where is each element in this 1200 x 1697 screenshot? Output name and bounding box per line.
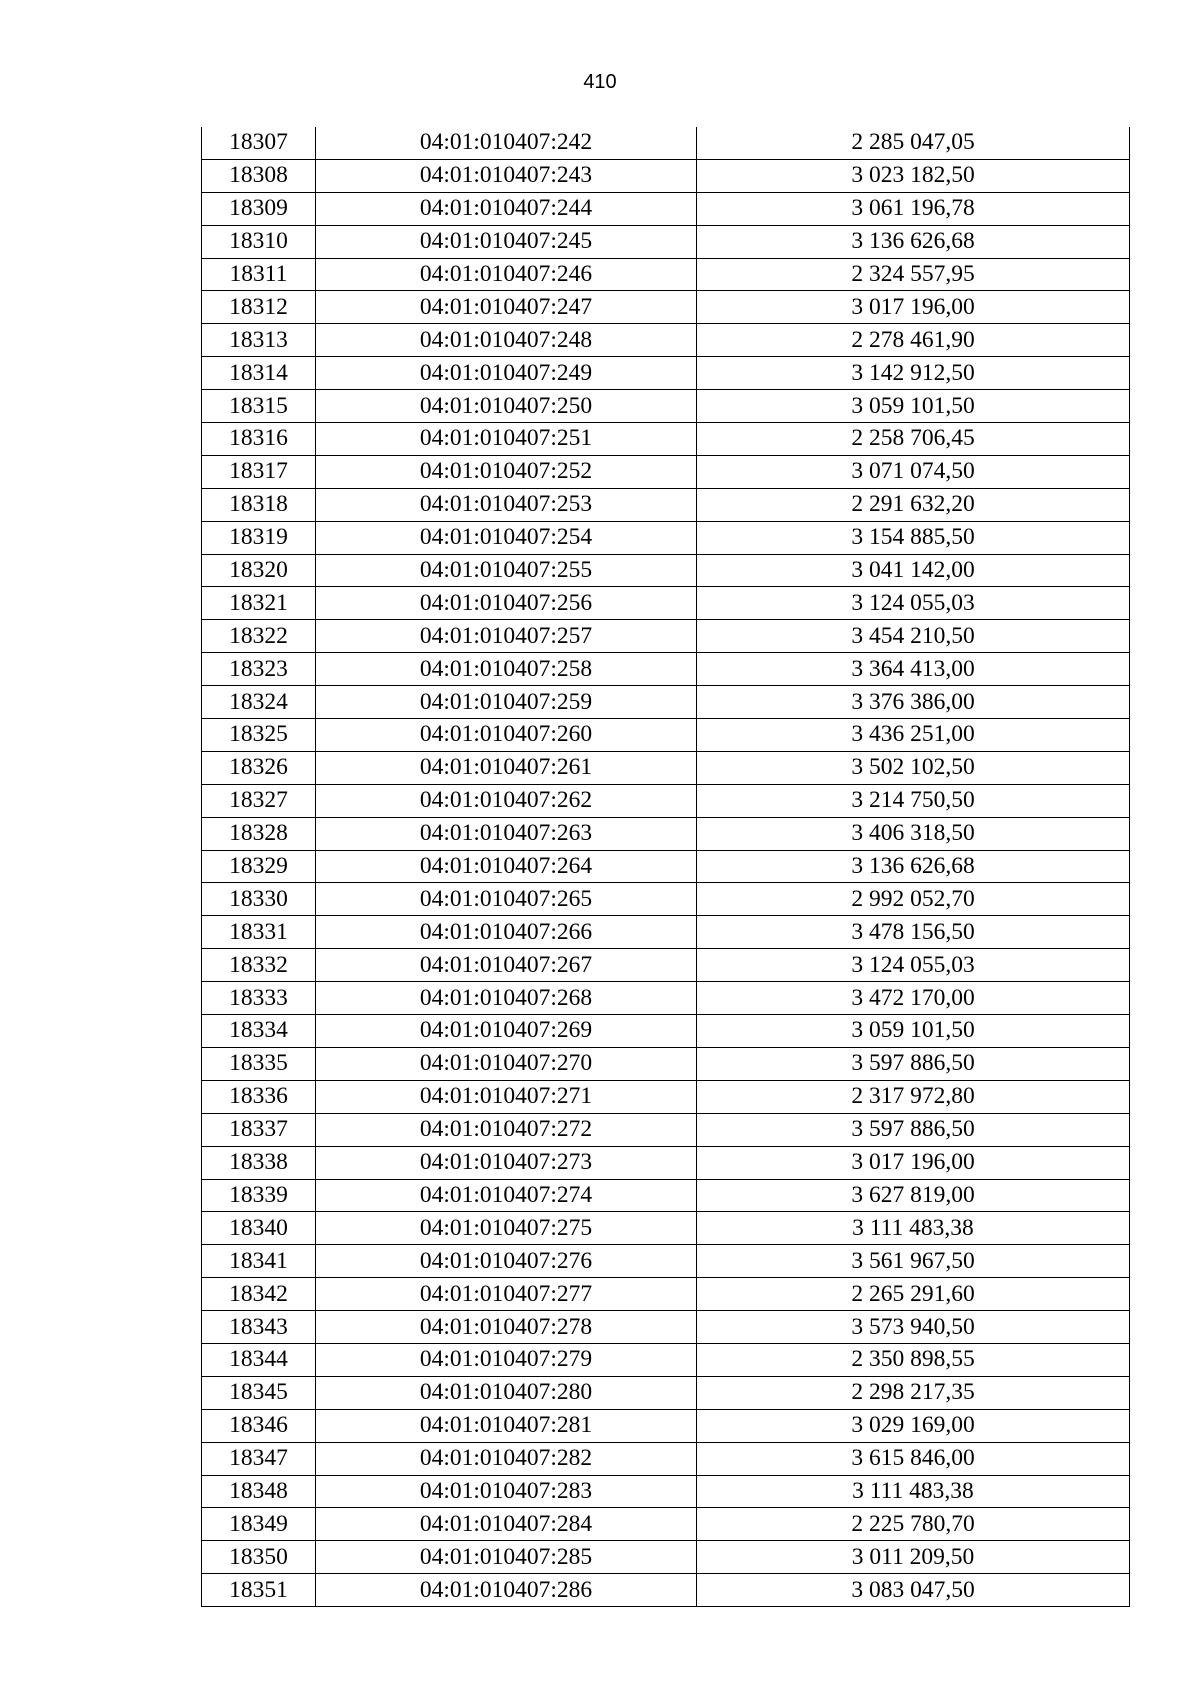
cadastral-number-cell: 04:01:010407:278 [316,1311,697,1344]
value-cell: 3 061 196,78 [697,192,1130,225]
cadastral-number-cell: 04:01:010407:244 [316,192,697,225]
row-number-cell: 18350 [202,1541,316,1574]
cadastral-number-cell: 04:01:010407:257 [316,620,697,653]
value-cell: 3 214 750,50 [697,784,1130,817]
row-number-cell: 18343 [202,1311,316,1344]
table-row [202,883,1130,916]
value-cell: 2 258 706,45 [697,423,1130,456]
table-row [202,554,1130,587]
table-row [202,817,1130,850]
cadastral-number-cell: 04:01:010407:260 [316,719,697,752]
value-cell: 3 597 886,50 [697,1113,1130,1146]
row-number-cell: 18331 [202,916,316,949]
cadastral-number-cell: 04:01:010407:283 [316,1475,697,1508]
cadastral-number-cell: 04:01:010407:286 [316,1574,697,1607]
table-row [202,390,1130,423]
table-row [202,1541,1130,1574]
value-cell: 2 350 898,55 [697,1343,1130,1376]
row-number-cell: 18315 [202,390,316,423]
table-row [202,225,1130,258]
cadastral-number-cell: 04:01:010407:280 [316,1376,697,1409]
cadastral-number-cell: 04:01:010407:282 [316,1442,697,1475]
table-row [202,587,1130,620]
cadastral-number-cell: 04:01:010407:248 [316,324,697,357]
table-row [202,1245,1130,1278]
table-row [202,1080,1130,1113]
table-row [202,1376,1130,1409]
table-row [202,1278,1130,1311]
cadastral-number-cell: 04:01:010407:246 [316,258,697,291]
value-cell: 3 083 047,50 [697,1574,1130,1607]
table-row [202,1179,1130,1212]
row-number-cell: 18337 [202,1113,316,1146]
row-number-cell: 18320 [202,554,316,587]
row-number-cell: 18346 [202,1409,316,1442]
table-row [202,719,1130,752]
table-row [202,1409,1130,1442]
row-number-cell: 18328 [202,817,316,850]
table-row [202,949,1130,982]
row-number-cell: 18329 [202,850,316,883]
row-number-cell: 18330 [202,883,316,916]
row-number-cell: 18341 [202,1245,316,1278]
value-cell: 3 017 196,00 [697,291,1130,324]
value-cell: 3 041 142,00 [697,554,1130,587]
cadastral-number-cell: 04:01:010407:263 [316,817,697,850]
row-number-cell: 18349 [202,1508,316,1541]
row-number-cell: 18321 [202,587,316,620]
row-number-cell: 18344 [202,1343,316,1376]
value-cell: 3 478 156,50 [697,916,1130,949]
value-cell: 3 376 386,00 [697,686,1130,719]
row-number-cell: 18325 [202,719,316,752]
value-cell: 3 059 101,50 [697,1015,1130,1048]
table-body [202,127,1130,1607]
value-cell: 2 291 632,20 [697,488,1130,521]
value-cell: 3 561 967,50 [697,1245,1130,1278]
value-cell: 3 472 170,00 [697,982,1130,1015]
table-row [202,357,1130,390]
value-cell: 3 111 483,38 [697,1212,1130,1245]
row-number-cell: 18323 [202,653,316,686]
value-cell: 2 317 972,80 [697,1080,1130,1113]
table-row [202,192,1130,225]
data-table [201,127,1130,1607]
cadastral-number-cell: 04:01:010407:243 [316,159,697,192]
cadastral-number-cell: 04:01:010407:261 [316,751,697,784]
cadastral-number-cell: 04:01:010407:274 [316,1179,697,1212]
value-cell: 2 298 217,35 [697,1376,1130,1409]
cadastral-number-cell: 04:01:010407:258 [316,653,697,686]
table-row [202,159,1130,192]
row-number-cell: 18326 [202,751,316,784]
value-cell: 3 059 101,50 [697,390,1130,423]
value-cell: 2 225 780,70 [697,1508,1130,1541]
value-cell: 3 124 055,03 [697,949,1130,982]
table-row [202,1574,1130,1607]
table-row [202,982,1130,1015]
cadastral-number-cell: 04:01:010407:265 [316,883,697,916]
row-number-cell: 18335 [202,1047,316,1080]
cadastral-number-cell: 04:01:010407:247 [316,291,697,324]
cadastral-number-cell: 04:01:010407:252 [316,455,697,488]
table-row [202,1442,1130,1475]
row-number-cell: 18333 [202,982,316,1015]
table-row [202,488,1130,521]
cadastral-number-cell: 04:01:010407:245 [316,225,697,258]
cadastral-number-cell: 04:01:010407:270 [316,1047,697,1080]
row-number-cell: 18339 [202,1179,316,1212]
row-number-cell: 18319 [202,521,316,554]
table-row [202,653,1130,686]
table-row [202,1015,1130,1048]
row-number-cell: 18316 [202,423,316,456]
cadastral-number-cell: 04:01:010407:259 [316,686,697,719]
value-cell: 3 029 169,00 [697,1409,1130,1442]
value-cell: 2 265 291,60 [697,1278,1130,1311]
cadastral-number-cell: 04:01:010407:272 [316,1113,697,1146]
table-row [202,784,1130,817]
row-number-cell: 18312 [202,291,316,324]
table-row [202,1343,1130,1376]
table-row [202,521,1130,554]
value-cell: 2 285 047,05 [697,127,1130,159]
cadastral-number-cell: 04:01:010407:256 [316,587,697,620]
cadastral-number-cell: 04:01:010407:251 [316,423,697,456]
page-number: 410 [583,71,617,93]
value-cell: 3 573 940,50 [697,1311,1130,1344]
cadastral-number-cell: 04:01:010407:285 [316,1541,697,1574]
table-row [202,620,1130,653]
row-number-cell: 18338 [202,1146,316,1179]
table-row [202,291,1130,324]
row-number-cell: 18340 [202,1212,316,1245]
cadastral-number-cell: 04:01:010407:277 [316,1278,697,1311]
row-number-cell: 18327 [202,784,316,817]
value-cell: 3 023 182,50 [697,159,1130,192]
value-cell: 3 597 886,50 [697,1047,1130,1080]
table-row [202,850,1130,883]
row-number-cell: 18313 [202,324,316,357]
table-row [202,1212,1130,1245]
cadastral-number-cell: 04:01:010407:276 [316,1245,697,1278]
table-row [202,1113,1130,1146]
row-number-cell: 18347 [202,1442,316,1475]
table-row [202,1475,1130,1508]
value-cell: 2 324 557,95 [697,258,1130,291]
row-number-cell: 18322 [202,620,316,653]
row-number-cell: 18311 [202,258,316,291]
row-number-cell: 18345 [202,1376,316,1409]
cadastral-number-cell: 04:01:010407:273 [316,1146,697,1179]
value-cell: 2 278 461,90 [697,324,1130,357]
row-number-cell: 18308 [202,159,316,192]
value-cell: 3 436 251,00 [697,719,1130,752]
cadastral-number-cell: 04:01:010407:284 [316,1508,697,1541]
cadastral-number-cell: 04:01:010407:242 [316,127,697,159]
table-row [202,916,1130,949]
cadastral-number-cell: 04:01:010407:281 [316,1409,697,1442]
table-row [202,1508,1130,1541]
table-row [202,686,1130,719]
cadastral-number-cell: 04:01:010407:279 [316,1343,697,1376]
cadastral-number-cell: 04:01:010407:254 [316,521,697,554]
value-cell: 3 154 885,50 [697,521,1130,554]
table-row [202,258,1130,291]
row-number-cell: 18314 [202,357,316,390]
cadastral-number-cell: 04:01:010407:250 [316,390,697,423]
value-cell: 3 124 055,03 [697,587,1130,620]
value-cell: 3 136 626,68 [697,850,1130,883]
cadastral-number-cell: 04:01:010407:267 [316,949,697,982]
value-cell: 3 406 318,50 [697,817,1130,850]
table-row [202,127,1130,159]
row-number-cell: 18310 [202,225,316,258]
cadastral-number-cell: 04:01:010407:268 [316,982,697,1015]
row-number-cell: 18336 [202,1080,316,1113]
row-number-cell: 18334 [202,1015,316,1048]
value-cell: 3 017 196,00 [697,1146,1130,1179]
row-number-cell: 18307 [202,127,316,159]
value-cell: 3 627 819,00 [697,1179,1130,1212]
cadastral-number-cell: 04:01:010407:266 [316,916,697,949]
row-number-cell: 18351 [202,1574,316,1607]
table-row [202,324,1130,357]
cadastral-number-cell: 04:01:010407:262 [316,784,697,817]
table-row [202,1047,1130,1080]
cadastral-number-cell: 04:01:010407:271 [316,1080,697,1113]
value-cell: 3 615 846,00 [697,1442,1130,1475]
cadastral-number-cell: 04:01:010407:275 [316,1212,697,1245]
value-cell: 3 454 210,50 [697,620,1130,653]
cadastral-number-cell: 04:01:010407:264 [316,850,697,883]
cadastral-number-cell: 04:01:010407:269 [316,1015,697,1048]
row-number-cell: 18348 [202,1475,316,1508]
value-cell: 2 992 052,70 [697,883,1130,916]
value-cell: 3 071 074,50 [697,455,1130,488]
value-cell: 3 111 483,38 [697,1475,1130,1508]
cadastral-number-cell: 04:01:010407:253 [316,488,697,521]
table-row [202,423,1130,456]
row-number-cell: 18317 [202,455,316,488]
value-cell: 3 502 102,50 [697,751,1130,784]
table-row [202,1311,1130,1344]
cadastral-number-cell: 04:01:010407:249 [316,357,697,390]
table-row [202,1146,1130,1179]
row-number-cell: 18332 [202,949,316,982]
table-row [202,751,1130,784]
row-number-cell: 18342 [202,1278,316,1311]
row-number-cell: 18309 [202,192,316,225]
cadastral-number-cell: 04:01:010407:255 [316,554,697,587]
value-cell: 3 136 626,68 [697,225,1130,258]
value-cell: 3 364 413,00 [697,653,1130,686]
value-cell: 3 011 209,50 [697,1541,1130,1574]
value-cell: 3 142 912,50 [697,357,1130,390]
table-row [202,455,1130,488]
row-number-cell: 18318 [202,488,316,521]
row-number-cell: 18324 [202,686,316,719]
